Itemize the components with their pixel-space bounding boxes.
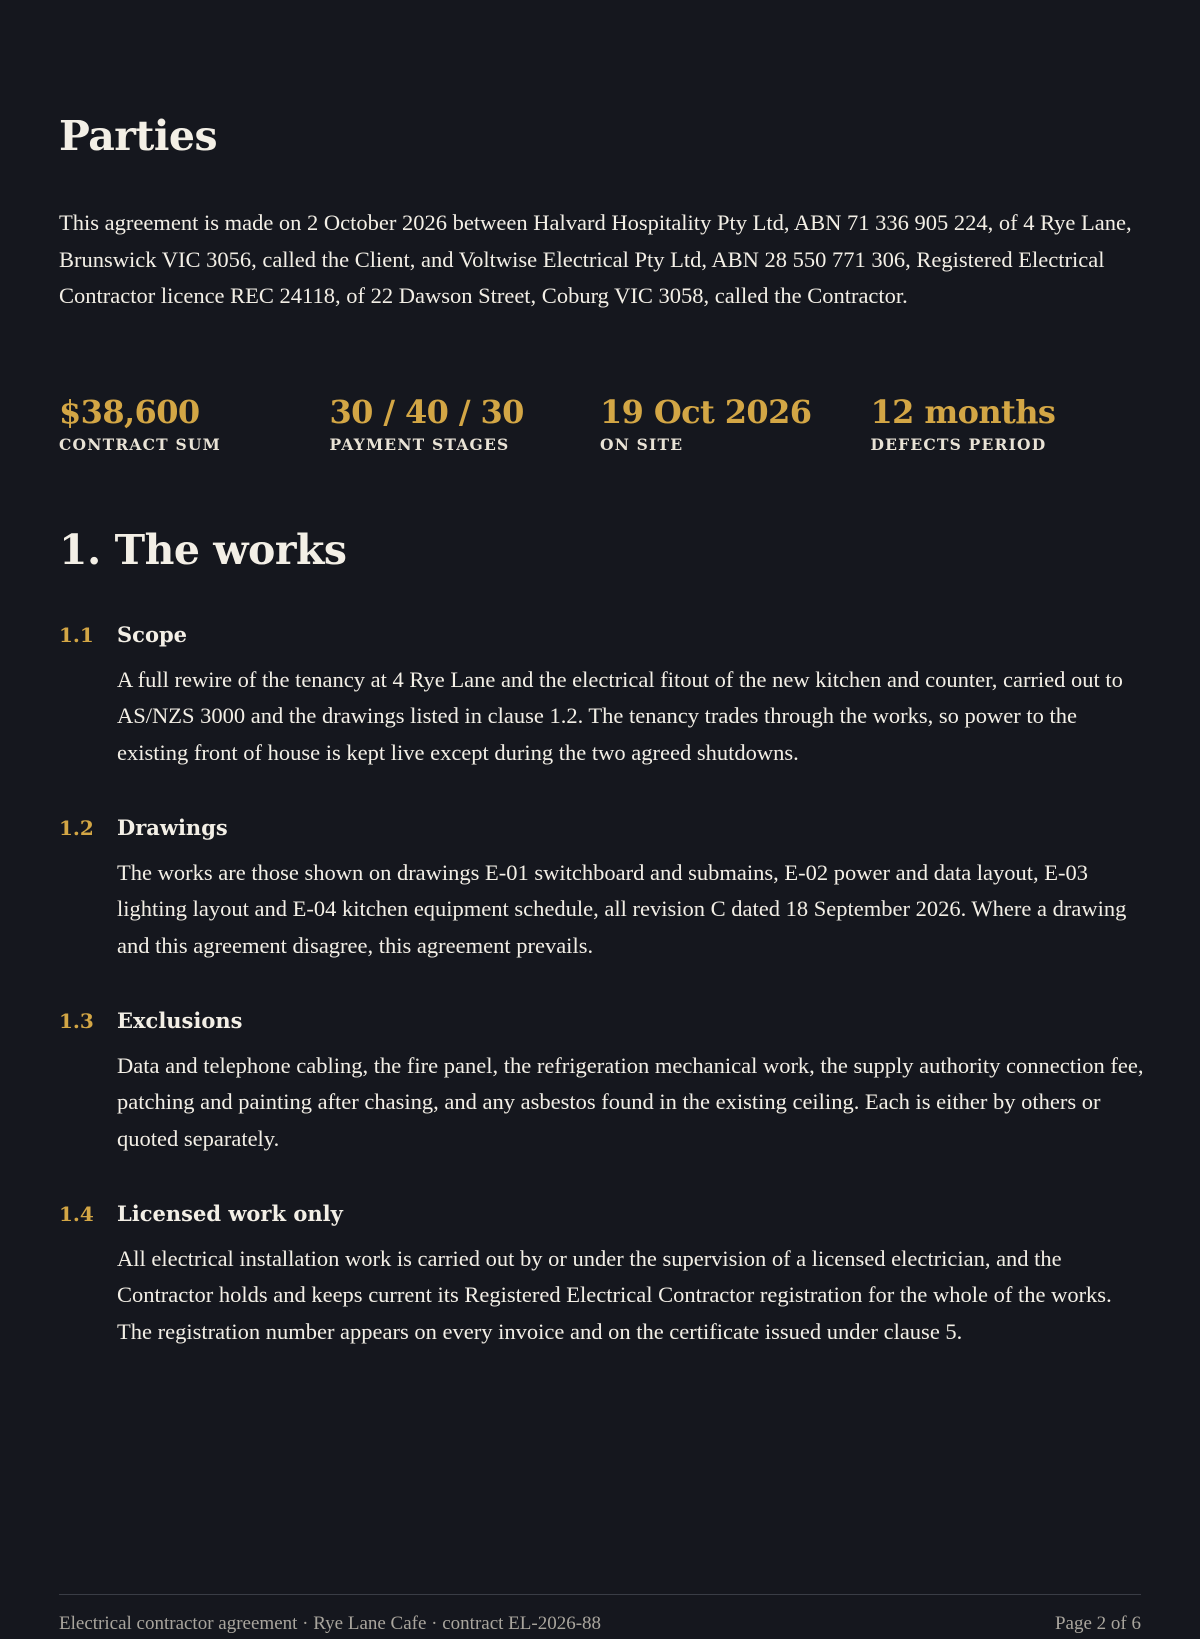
clause-body: Data and telephone cabling, the fire panel, the refrigeration mechanical work, the supply authority connection fee, patching and painting after chasing, and any asbestos found in the existing ceiling. Each is either by others or quoted separately. bbox=[117, 1053, 1144, 1151]
clause-title: Drawings bbox=[117, 815, 228, 840]
clause-body: The works are those shown on drawings E-01 switchboard and submains, E-02 power and data layout, E-03 lighting layout and E-04 kitchen equipment schedule, all revision C dated 18 September 2026. Where a drawing and this agreement disagree, this agreement prevails. bbox=[117, 860, 1127, 958]
stat-label: PAYMENT STAGES bbox=[329, 435, 510, 454]
key-terms-summary bbox=[59, 392, 1141, 455]
clause-title: Scope bbox=[117, 622, 188, 647]
stat-value: 12 months bbox=[870, 393, 1056, 431]
clause-body: All electrical installation work is carried out by or under the supervision of a licensed electrician, and the Contractor holds and keeps current its Registered Electrical Contractor registration for the whole of the works. The registration number appears on every invoice and on the certificate issued under clause 5. bbox=[117, 1246, 1112, 1344]
clause-number: 1.3 bbox=[59, 1009, 94, 1033]
clause-title: Exclusions bbox=[117, 1008, 243, 1033]
footer-page-number: Page 2 of 6 bbox=[1054, 1613, 1141, 1634]
stat-label: DEFECTS PERIOD bbox=[870, 435, 1047, 454]
parties-intro-paragraph: This agreement is made on 2 October 2026 between Halvard Hospitality Pty Ltd, ABN 71 336 905 224, of 4 Rye Lane, Brunswick VIC 3056, called the Client, and Voltwise Electrical Pty Ltd, ABN 28 550 771 306, Registered Electrical Contractor licence REC 24118, of 22 Dawson Street, Coburg VIC 3058, called the Contractor. bbox=[59, 210, 1132, 308]
stat-label: ON SITE bbox=[600, 435, 684, 454]
footer-document-reference: Electrical contractor agreement · Rye Lane Cafe · contract EL-2026-88 bbox=[59, 1613, 602, 1634]
stat-on-site bbox=[600, 392, 871, 455]
stat-label: CONTRACT SUM bbox=[59, 435, 221, 454]
stat-payment-stages bbox=[330, 392, 601, 455]
stat-defects-period bbox=[871, 392, 1142, 455]
stat-value: 19 Oct 2026 bbox=[600, 393, 812, 431]
works-heading: 1. The works bbox=[59, 526, 347, 574]
clause-body: A full rewire of the tenancy at 4 Rye Lane and the electrical fitout of the new kitchen and counter, carried out to AS/NZS 3000 and the drawings listed in clause 1.2. The tenancy trades through the works, so power to the existing front of house is kept live except during the two agreed shutdowns. bbox=[117, 667, 1123, 765]
footer-divider bbox=[59, 1594, 1141, 1595]
clause-number: 1.1 bbox=[59, 623, 94, 647]
clause-number: 1.4 bbox=[59, 1202, 94, 1226]
parties-heading: Parties bbox=[59, 112, 218, 160]
clause-title: Licensed work only bbox=[117, 1201, 343, 1226]
stat-value: 30 / 40 / 30 bbox=[329, 393, 524, 431]
stat-value: $38,600 bbox=[59, 393, 200, 431]
stat-contract-sum bbox=[59, 392, 330, 455]
clause-number: 1.2 bbox=[59, 816, 94, 840]
